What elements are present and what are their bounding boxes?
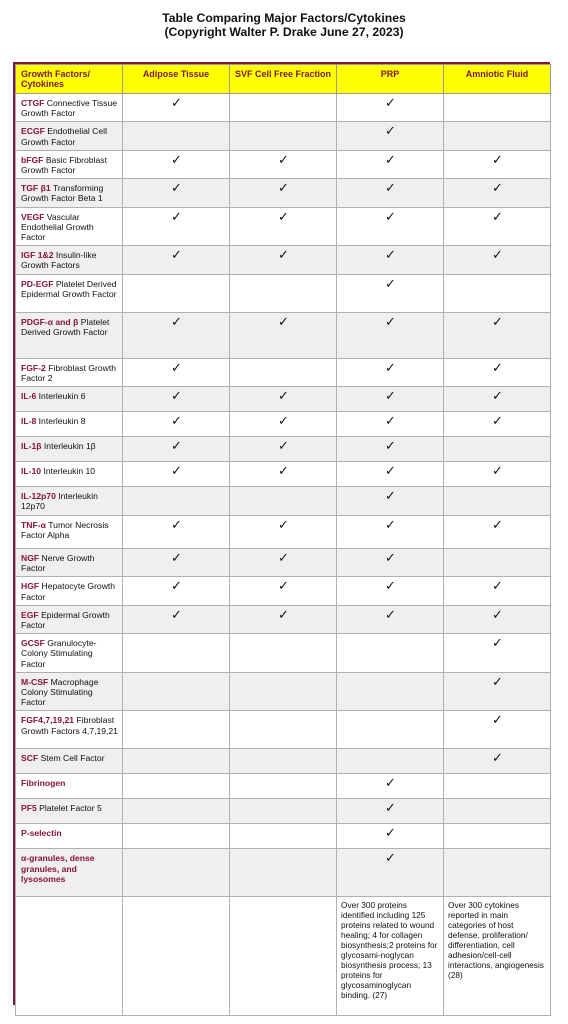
table-row <box>16 516 551 549</box>
checkmark-icon: ✓ <box>492 464 503 480</box>
factor-cell <box>16 711 123 749</box>
table-row <box>16 634 551 673</box>
check-cell-prp <box>337 207 444 246</box>
check-cell-adipose <box>123 824 230 849</box>
factor-cell <box>16 824 123 849</box>
title-line-2: (Copyright Walter P. Drake June 27, 2023) <box>164 25 404 39</box>
checkmark-icon: ✓ <box>385 314 396 330</box>
factor-abbreviation: FGF-2 <box>21 362 46 373</box>
factor-description: Fibroblast Growth Factor 2 <box>21 362 117 383</box>
table-row <box>16 150 551 178</box>
check-cell-adipose <box>123 749 230 774</box>
check-cell-adipose <box>123 274 230 312</box>
checkmark-icon: ✓ <box>278 248 289 264</box>
factor-description: Connective Tissue Growth Factor <box>21 98 117 119</box>
check-cell-svf <box>230 246 337 274</box>
check-cell-svf <box>230 672 337 711</box>
factor-cell <box>16 412 123 437</box>
check-cell-adipose <box>123 207 230 246</box>
checkmark-icon: ✓ <box>385 607 396 623</box>
checkmark-icon: ✓ <box>385 551 396 567</box>
checkmark-icon: ✓ <box>278 439 289 455</box>
checkmark-icon: ✓ <box>278 209 289 225</box>
checkmark-icon: ✓ <box>385 181 396 197</box>
table-row <box>16 577 551 605</box>
check-cell-adipose <box>123 412 230 437</box>
factor-description: Insulin-like Growth Factors <box>21 250 97 271</box>
check-cell-prp <box>337 849 444 897</box>
factor-cell <box>16 749 123 774</box>
header-amniotic: Amniotic Fluid <box>444 65 551 94</box>
checkmark-icon: ✓ <box>385 360 396 376</box>
checkmark-icon: ✓ <box>278 314 289 330</box>
check-cell-adipose <box>123 672 230 711</box>
check-cell-prp <box>337 634 444 673</box>
factor-cell <box>16 94 123 122</box>
title-line-1: Table Comparing Major Factors/Cytokines <box>162 11 406 25</box>
factor-cell <box>16 358 123 386</box>
checkmark-icon: ✓ <box>278 181 289 197</box>
factor-abbreviation: bFGF <box>21 154 44 165</box>
checkmark-icon: ✓ <box>171 360 182 376</box>
checkmark-icon: ✓ <box>171 464 182 480</box>
checkmark-icon: ✓ <box>385 518 396 534</box>
factor-description: Platelet Derived Growth Factor <box>21 316 110 337</box>
check-cell-adipose <box>123 516 230 549</box>
factor-description: Basic Fibroblast Growth Factor <box>21 154 107 176</box>
table-row <box>16 774 551 799</box>
factor-description: Tumor Necrosis Factor Alpha <box>21 520 109 541</box>
checkmark-icon: ✓ <box>385 776 396 792</box>
checkmark-icon: ✓ <box>385 439 396 455</box>
check-cell-amniotic <box>444 207 551 246</box>
check-cell-adipose <box>123 849 230 897</box>
document-title <box>0 11 568 39</box>
factor-abbreviation: P-selectin <box>21 828 62 839</box>
check-cell-amniotic <box>444 274 551 312</box>
check-cell-amniotic <box>444 774 551 799</box>
factor-cell <box>16 577 123 605</box>
checkmark-icon: ✓ <box>492 181 503 197</box>
check-cell-amniotic <box>444 122 551 150</box>
factor-description: Interleukin 10 <box>43 466 96 477</box>
note-amniotic: Over 300 cytokines reported in main categories of host defense, proliferation/ differentiation, cell adhesion/cell-cell interactions, angiogenesis (28) <box>444 897 551 1016</box>
factor-abbreviation: IGF 1&2 <box>21 250 54 261</box>
check-cell-amniotic <box>444 799 551 824</box>
factor-cell <box>16 672 123 711</box>
checkmark-icon: ✓ <box>385 489 396 505</box>
check-cell-amniotic <box>444 412 551 437</box>
checkmark-icon: ✓ <box>492 751 503 767</box>
checkmark-icon: ✓ <box>171 518 182 534</box>
check-cell-adipose <box>123 549 230 577</box>
checkmark-icon: ✓ <box>171 389 182 405</box>
checkmark-icon: ✓ <box>385 826 396 842</box>
table-row <box>16 274 551 312</box>
factor-cell <box>16 150 123 178</box>
checkmark-icon: ✓ <box>385 851 396 867</box>
factor-abbreviation: Fibrinogen <box>21 778 66 789</box>
check-cell-svf <box>230 387 337 412</box>
check-cell-prp <box>337 824 444 849</box>
table-row <box>16 246 551 274</box>
factor-description: Vascular Endothelial Growth Factor <box>21 211 94 243</box>
table-row <box>16 179 551 207</box>
check-cell-prp <box>337 672 444 711</box>
table-row <box>16 849 551 897</box>
check-cell-adipose <box>123 799 230 824</box>
check-cell-prp <box>337 94 444 122</box>
table-row <box>16 387 551 412</box>
factor-cell <box>16 605 123 633</box>
factor-description: Nerve Growth Factor <box>21 553 95 574</box>
table-row <box>16 711 551 749</box>
factor-abbreviation: TNF-α <box>21 520 46 531</box>
checkmark-icon: ✓ <box>171 96 182 111</box>
checkmark-icon: ✓ <box>278 414 289 430</box>
checkmark-icon: ✓ <box>385 209 396 225</box>
factor-description: Endothelial Cell Growth Factor <box>21 126 107 147</box>
check-cell-prp <box>337 437 444 462</box>
header-factors: Growth Factors/ Cytokines <box>16 65 123 94</box>
check-cell-adipose <box>123 179 230 207</box>
factor-abbreviation: IL-1β <box>21 441 42 452</box>
table-row <box>16 94 551 122</box>
checkmark-icon: ✓ <box>171 439 182 455</box>
check-cell-prp <box>337 312 444 358</box>
checkmark-icon: ✓ <box>492 518 503 534</box>
check-cell-svf <box>230 634 337 673</box>
checkmark-icon: ✓ <box>492 414 503 430</box>
factor-cell <box>16 274 123 312</box>
factor-cell <box>16 207 123 246</box>
check-cell-prp <box>337 122 444 150</box>
checkmark-icon: ✓ <box>171 152 182 168</box>
table-row <box>16 487 551 516</box>
check-cell-svf <box>230 824 337 849</box>
check-cell-svf <box>230 849 337 897</box>
factor-abbreviation: VEGF <box>21 211 45 222</box>
check-cell-amniotic <box>444 749 551 774</box>
factor-cell <box>16 122 123 150</box>
factor-description: Platelet Derived Epidermal Growth Factor <box>21 278 117 299</box>
check-cell-svf <box>230 150 337 178</box>
factor-description: Epidermal Growth Factor <box>21 609 110 631</box>
factor-description: Granulocyte-Colony Stimulating Factor <box>21 638 97 669</box>
factor-description: Fibroblast Growth Factors 4,7,19,21 <box>21 715 118 736</box>
check-cell-prp <box>337 516 444 549</box>
checkmark-icon: ✓ <box>492 607 503 623</box>
check-cell-adipose <box>123 711 230 749</box>
check-cell-adipose <box>123 246 230 274</box>
check-cell-prp <box>337 462 444 487</box>
factor-abbreviation: CTGF <box>21 98 45 108</box>
empty-note-cell <box>16 897 123 1016</box>
check-cell-adipose <box>123 634 230 673</box>
check-cell-prp <box>337 358 444 386</box>
table-row <box>16 437 551 462</box>
header-row <box>16 65 551 94</box>
factor-abbreviation: α-granules, dense granules, and lysosomes <box>21 853 95 884</box>
factor-cell <box>16 516 123 549</box>
factor-abbreviation: IL-8 <box>21 416 37 427</box>
check-cell-svf <box>230 711 337 749</box>
check-cell-amniotic <box>444 246 551 274</box>
checkmark-icon: ✓ <box>385 276 396 292</box>
checkmark-icon: ✓ <box>385 389 396 405</box>
check-cell-adipose <box>123 94 230 122</box>
table-row <box>16 412 551 437</box>
check-cell-adipose <box>123 122 230 150</box>
checkmark-icon: ✓ <box>171 551 182 567</box>
table-row <box>16 462 551 487</box>
check-cell-adipose <box>123 577 230 605</box>
table-row <box>16 549 551 577</box>
checkmark-icon: ✓ <box>492 636 503 652</box>
checkmark-icon: ✓ <box>385 801 396 817</box>
check-cell-prp <box>337 711 444 749</box>
check-cell-svf <box>230 122 337 150</box>
check-cell-amniotic <box>444 179 551 207</box>
table-row <box>16 358 551 386</box>
check-cell-svf <box>230 207 337 246</box>
check-cell-prp <box>337 577 444 605</box>
factor-cell <box>16 549 123 577</box>
factor-abbreviation: PDGF-α and β <box>21 316 79 327</box>
footer-notes-row <box>16 897 551 1016</box>
factor-description: Platelet Factor 5 <box>39 803 102 814</box>
check-cell-prp <box>337 799 444 824</box>
check-cell-prp <box>337 774 444 799</box>
factor-cell <box>16 387 123 412</box>
checkmark-icon: ✓ <box>278 607 289 623</box>
checkmark-icon: ✓ <box>492 209 503 225</box>
check-cell-amniotic <box>444 487 551 516</box>
factor-abbreviation: M-CSF <box>21 676 49 687</box>
factor-description: Interleukin 6 <box>38 391 86 402</box>
check-cell-amniotic <box>444 711 551 749</box>
factor-description: Macrophage Colony Stimulating Factor <box>21 676 99 708</box>
check-cell-svf <box>230 774 337 799</box>
check-cell-amniotic <box>444 549 551 577</box>
header-prp: PRP <box>337 65 444 94</box>
checkmark-icon: ✓ <box>278 579 289 595</box>
checkmark-icon: ✓ <box>171 248 182 264</box>
check-cell-svf <box>230 274 337 312</box>
factor-cell <box>16 437 123 462</box>
check-cell-prp <box>337 412 444 437</box>
check-cell-svf <box>230 516 337 549</box>
factor-cell <box>16 634 123 673</box>
checkmark-icon: ✓ <box>385 96 396 111</box>
checkmark-icon: ✓ <box>492 713 503 729</box>
checkmark-icon: ✓ <box>492 152 503 168</box>
checkmark-icon: ✓ <box>492 674 503 690</box>
check-cell-svf <box>230 358 337 386</box>
checkmark-icon: ✓ <box>171 414 182 430</box>
factor-description: Interleukin 1β <box>43 441 96 452</box>
check-cell-prp <box>337 387 444 412</box>
check-cell-amniotic <box>444 462 551 487</box>
checkmark-icon: ✓ <box>385 579 396 595</box>
check-cell-prp <box>337 150 444 178</box>
factor-cell <box>16 799 123 824</box>
checkmark-icon: ✓ <box>385 152 396 168</box>
factor-abbreviation: EGF <box>21 609 39 620</box>
factor-abbreviation: IL-10 <box>21 466 42 477</box>
check-cell-adipose <box>123 605 230 633</box>
check-cell-svf <box>230 312 337 358</box>
check-cell-adipose <box>123 312 230 358</box>
checkmark-icon: ✓ <box>171 314 182 330</box>
table-row <box>16 605 551 633</box>
factor-abbreviation: FGF4,7,19,21 <box>21 715 75 726</box>
check-cell-amniotic <box>444 577 551 605</box>
checkmark-icon: ✓ <box>492 579 503 595</box>
check-cell-adipose <box>123 437 230 462</box>
check-cell-adipose <box>123 387 230 412</box>
check-cell-prp <box>337 749 444 774</box>
factor-cell <box>16 179 123 207</box>
table-row <box>16 672 551 711</box>
check-cell-adipose <box>123 487 230 516</box>
check-cell-amniotic <box>444 634 551 673</box>
check-cell-svf <box>230 462 337 487</box>
factor-description: Hepatocyte Growth Factor <box>21 581 116 602</box>
check-cell-amniotic <box>444 672 551 711</box>
checkmark-icon: ✓ <box>278 464 289 480</box>
factor-abbreviation: GCSF <box>21 638 45 649</box>
factor-abbreviation: TGF β1 <box>21 183 51 194</box>
checkmark-icon: ✓ <box>385 464 396 480</box>
note-prp: Over 300 proteins identified including 125 proteins related to wound healing; 4 for collagen biosynthesis;2 proteins for glycosami-noglycan biosynthesis process; 13 proteins for glycosaminoglycan binding. (27) <box>337 897 444 1016</box>
checkmark-icon: ✓ <box>171 579 182 595</box>
factor-abbreviation: IL-6 <box>21 391 37 402</box>
empty-note-cell <box>230 897 337 1016</box>
factor-abbreviation: PD-EGF <box>21 278 54 289</box>
check-cell-amniotic <box>444 605 551 633</box>
checkmark-icon: ✓ <box>278 518 289 534</box>
check-cell-prp <box>337 605 444 633</box>
checkmark-icon: ✓ <box>492 314 503 330</box>
check-cell-svf <box>230 799 337 824</box>
check-cell-svf <box>230 94 337 122</box>
check-cell-svf <box>230 605 337 633</box>
check-cell-amniotic <box>444 387 551 412</box>
check-cell-amniotic <box>444 849 551 897</box>
factor-cell <box>16 774 123 799</box>
check-cell-svf <box>230 749 337 774</box>
check-cell-adipose <box>123 358 230 386</box>
checkmark-icon: ✓ <box>171 607 182 623</box>
table-row <box>16 799 551 824</box>
checkmark-icon: ✓ <box>385 414 396 430</box>
table-body <box>16 94 551 1016</box>
checkmark-icon: ✓ <box>278 389 289 405</box>
factor-description: Transforming Growth Factor Beta 1 <box>21 183 104 204</box>
table-row <box>16 122 551 150</box>
factor-description: Stem Cell Factor <box>40 753 105 764</box>
factor-cell <box>16 462 123 487</box>
table-row <box>16 824 551 849</box>
checkmark-icon: ✓ <box>385 248 396 264</box>
factor-cell <box>16 849 123 897</box>
factor-cell <box>16 312 123 358</box>
check-cell-prp <box>337 549 444 577</box>
table-row <box>16 312 551 358</box>
header-svf: SVF Cell Free Fraction <box>230 65 337 94</box>
comparison-table <box>13 62 550 1005</box>
check-cell-prp <box>337 274 444 312</box>
factor-cell <box>16 487 123 516</box>
check-cell-prp <box>337 487 444 516</box>
check-cell-svf <box>230 179 337 207</box>
checkmark-icon: ✓ <box>385 124 396 140</box>
empty-note-cell <box>123 897 230 1016</box>
check-cell-svf <box>230 437 337 462</box>
table-row <box>16 749 551 774</box>
table-row <box>16 207 551 246</box>
checkmark-icon: ✓ <box>492 360 503 376</box>
factor-description: Interleukin 8 <box>38 416 86 427</box>
factor-description: Interleukin 12p70 <box>21 491 98 512</box>
factor-abbreviation: HGF <box>21 581 40 592</box>
check-cell-svf <box>230 577 337 605</box>
factor-abbreviation: SCF <box>21 753 39 764</box>
check-cell-amniotic <box>444 94 551 122</box>
factor-abbreviation: IL-12p70 <box>21 491 56 502</box>
check-cell-svf <box>230 549 337 577</box>
checkmark-icon: ✓ <box>492 248 503 264</box>
check-cell-svf <box>230 412 337 437</box>
factor-cell <box>16 246 123 274</box>
factors-table <box>15 64 551 1016</box>
check-cell-amniotic <box>444 437 551 462</box>
check-cell-amniotic <box>444 312 551 358</box>
check-cell-adipose <box>123 462 230 487</box>
check-cell-amniotic <box>444 358 551 386</box>
checkmark-icon: ✓ <box>492 389 503 405</box>
check-cell-amniotic <box>444 516 551 549</box>
check-cell-amniotic <box>444 824 551 849</box>
factor-abbreviation: PF5 <box>21 803 37 814</box>
check-cell-adipose <box>123 150 230 178</box>
check-cell-amniotic <box>444 150 551 178</box>
checkmark-icon: ✓ <box>171 181 182 197</box>
check-cell-prp <box>337 179 444 207</box>
factor-abbreviation: ECGF <box>21 126 45 137</box>
check-cell-prp <box>337 246 444 274</box>
factor-abbreviation: NGF <box>21 553 40 564</box>
check-cell-svf <box>230 487 337 516</box>
check-cell-adipose <box>123 774 230 799</box>
header-adipose: Adipose Tissue <box>123 65 230 94</box>
checkmark-icon: ✓ <box>278 152 289 168</box>
checkmark-icon: ✓ <box>171 209 182 225</box>
checkmark-icon: ✓ <box>278 551 289 567</box>
